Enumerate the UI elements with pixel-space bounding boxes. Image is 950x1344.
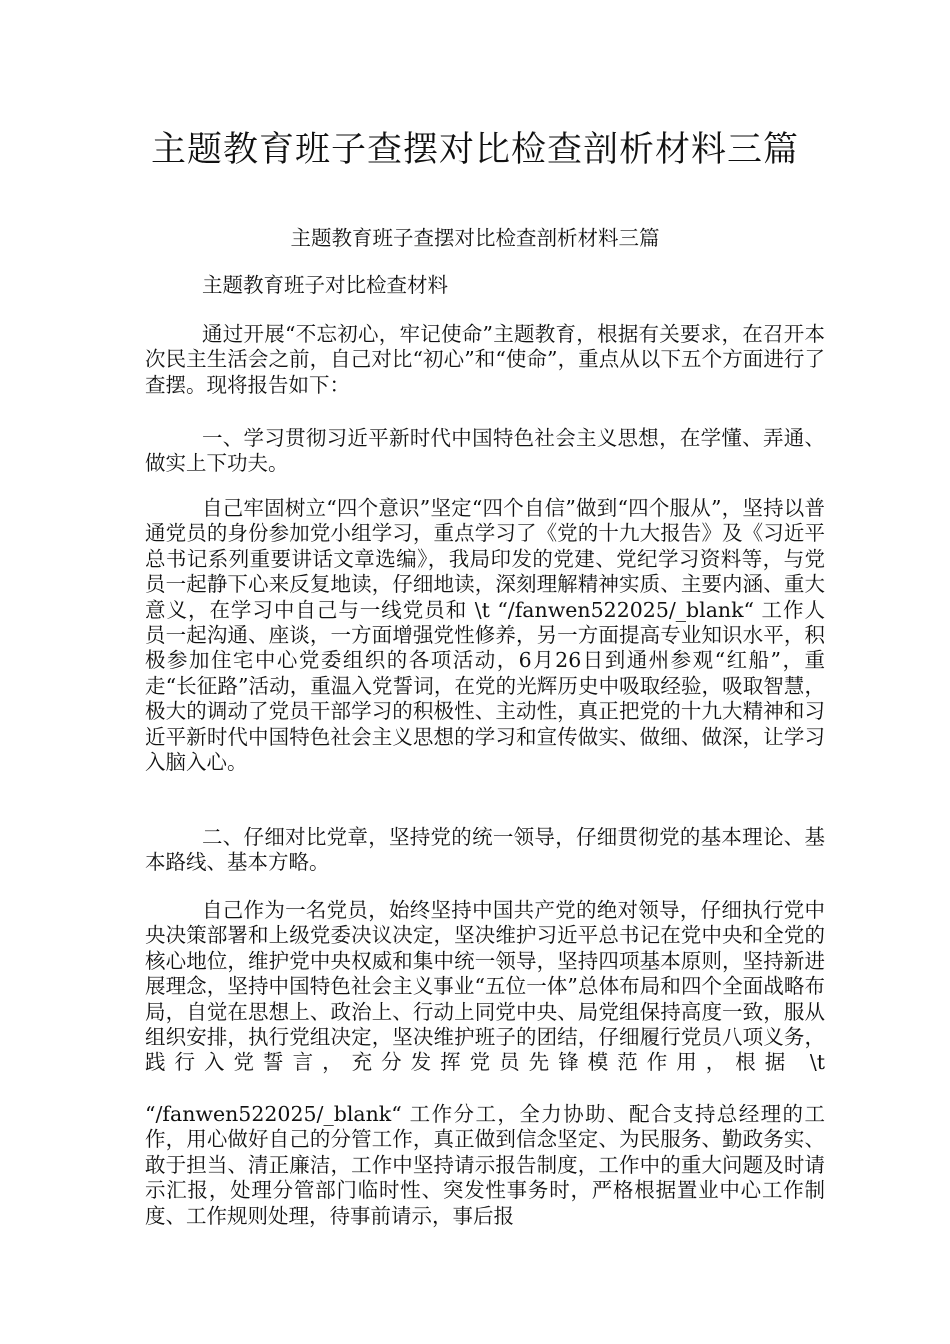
- point1-heading: 一、学习贯彻习近平新时代中国特色社会主义思想，在学懂、弄通、做实上下功夫。: [145, 426, 825, 476]
- point1-body: 自己牢固树立“四个意识”坚定“四个自信”做到“四个服从”，坚持以普通党员的身份参加党小组学习，重点学习了《党的十九大报告》及《习近平总书记系列重要讲话文章选编》，我局印发的党建、党纪学习资料等，与党员一起静下心来反复地读，仔细地读，深刻理解精神实质、主要内涵、重大意义，在学习中自己与一线党员和 \t “/fanwen522025/_blank“ 工作人员一起沟通、座谈，一方面增强党性修养，另一方面提高专业知识水平，积极参加住宅中心党委组织的各项活动，6月26日到通州参观“红船”，重走“长征路”活动，重温入党誓词，在党的光辉历史中吸取经验，吸取智慧，极大的调动了党员干部学习的积极性、主动性，真正把党的十九大精神和习近平新时代中国特色社会主义思想的学习和宣传做实、做细、做深，让学习入脑入心。: [145, 496, 825, 775]
- point2-body-part1: 自己作为一名党员，始终坚持中国共产党的绝对领导，仔细执行党中央决策部署和上级党委决议决定，坚决维护习近平总书记在党中央和全党的核心地位，维护党中央权威和集中统一领导，坚持四项基本原则，坚持新进展理念，坚持中国特色社会主义事业“五位一体”总体布局和四个全面战略布局，自觉在思想上、政治上、行动上同党中央、局党组保持高度一致，服从组织安排，执行党组决定，坚决维护班子的团结，仔细履行党员八项义务，践行入党誓言，充分发挥党员先锋模范作用，根据 \t: [145, 898, 825, 1075]
- document-subtitle: 主题教育班子查摆对比检查剖析材料三篇: [290, 226, 660, 250]
- intro-paragraph: 通过开展“不忘初心，牢记使命”主题教育，根据有关要求，在召开本次民主生活会之前，自己对比“初心”和“使命”，重点从以下五个方面进行了查摆。现将报告如下：: [145, 322, 825, 397]
- point2-heading: 二、仔细对比党章，坚持党的统一领导，仔细贯彻党的基本理论、基本路线、基本方略。: [145, 825, 825, 875]
- point2-body-part2: “/fanwen522025/_blank“ 工作分工，全力协助、配合支持总经理的工作，用心做好自己的分管工作，真正做到信念坚定、为民服务、勤政务实、敢于担当、清正廉洁，工作中坚持请示报告制度，工作中的重大问题及时请示汇报，处理分管部门临时性、突发性事务时，严格根据置业中心工作制度、工作规则处理，待事前请示，事后报: [145, 1102, 825, 1228]
- section-heading: 主题教育班子对比检查材料: [202, 273, 448, 297]
- document-title: 主题教育班子查摆对比检查剖析材料三篇: [150, 130, 799, 170]
